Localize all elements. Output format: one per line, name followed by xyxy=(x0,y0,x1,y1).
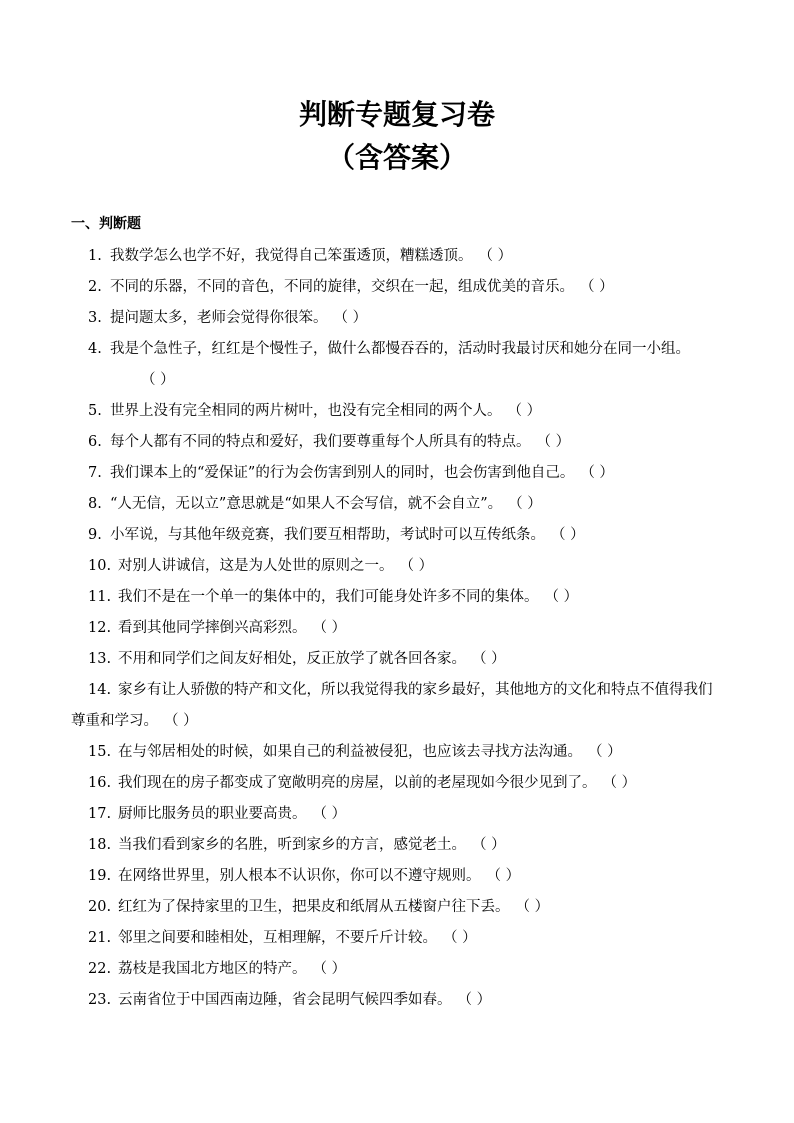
answer-blank: （ ） xyxy=(536,434,571,450)
answer-blank: （ ） xyxy=(457,992,492,1008)
answer-blank: （ ） xyxy=(580,279,614,295)
question-item xyxy=(71,799,723,830)
question-item xyxy=(71,613,723,644)
question-item xyxy=(71,768,723,799)
question-number: 2. xyxy=(88,279,102,295)
answer-blank: （ ） xyxy=(486,868,521,884)
question-text: 邻里之间要和睦相处，互相理解，不要斤斤计较。 xyxy=(118,930,437,946)
question-item xyxy=(71,923,723,954)
question-item xyxy=(71,861,723,892)
question-text: 厨师比服务员的职业要高贵。 xyxy=(118,806,307,822)
question-text: 家乡有让人骄傲的特产和文化，所以我觉得我的家乡最好，其他地方的文化和特点不值得我们尊重和学习。 xyxy=(71,682,713,729)
question-number: 1. xyxy=(88,248,102,264)
document-title: 判断专题复习卷 xyxy=(298,98,495,131)
question-item xyxy=(71,427,723,458)
question-number: 11. xyxy=(88,589,112,605)
question-item xyxy=(71,241,723,272)
document-subtitle: （含答案） xyxy=(326,141,467,174)
question-text: 在网络世界里，别人根本不认识你，你可以不遵守规则。 xyxy=(118,868,481,884)
question-number: 8. xyxy=(88,496,102,512)
question-number: 12. xyxy=(88,620,112,636)
question-text: 每个人都有不同的特点和爱好，我们要尊重每个人所具有的特点。 xyxy=(110,434,531,450)
question-text: 不用和同学们之间友好相处，反正放学了就各回各家。 xyxy=(118,651,466,667)
question-text: 我们现在的房子都变成了宽敞明亮的房屋，以前的老屋现如今很少见到了。 xyxy=(118,775,597,791)
question-item xyxy=(71,520,723,551)
section-heading: 一、判断题 xyxy=(71,216,141,232)
question-text: 小军说，与其他年级竞赛，我们要互相帮助，考试时可以互传纸条。 xyxy=(110,527,545,543)
answer-blank: （ ） xyxy=(443,930,477,946)
question-number: 16. xyxy=(88,775,112,791)
answer-blank: （ ） xyxy=(141,372,175,388)
question-item xyxy=(71,582,723,613)
answer-blank: （ ） xyxy=(508,496,542,512)
question-text: 我们不是在一个单一的集体中的，我们可能身处许多不同的集体。 xyxy=(118,589,539,605)
question-number: 6. xyxy=(88,434,102,450)
question-number: 23. xyxy=(88,992,112,1008)
answer-blank: （ ） xyxy=(333,310,368,326)
answer-blank: （ ） xyxy=(602,775,637,791)
question-number: 22. xyxy=(88,961,112,977)
answer-blank: （ ） xyxy=(164,713,198,729)
answer-blank: （ ） xyxy=(312,806,347,822)
question-number: 20. xyxy=(88,899,112,915)
question-text: 在与邻居相处的时候，如果自己的利益被侵犯，也应该去寻找方法沟通。 xyxy=(118,744,582,760)
answer-blank: （ ） xyxy=(588,744,622,760)
question-item xyxy=(71,644,723,675)
question-number: 3. xyxy=(88,310,102,326)
question-number: 15. xyxy=(88,744,112,760)
question-number: 9. xyxy=(88,527,102,543)
question-text: “人无信，无以立”意思就是“如果人不会写信，就不会自立”。 xyxy=(110,496,503,512)
question-item xyxy=(71,830,723,861)
answer-blank: （ ） xyxy=(544,589,579,605)
question-item xyxy=(71,303,723,334)
question-item xyxy=(71,954,723,985)
question-text: 看到其他同学摔倒兴高彩烈。 xyxy=(118,620,307,636)
answer-blank: （ ） xyxy=(472,837,506,853)
answer-blank: （ ） xyxy=(478,248,513,264)
question-text: 世界上没有完全相同的两片树叶，也没有完全相同的两个人。 xyxy=(110,403,502,419)
question-item xyxy=(71,458,723,489)
question-number: 14. xyxy=(88,682,112,698)
answer-blank: （ ） xyxy=(312,620,347,636)
question-item xyxy=(71,675,723,737)
answer-blank: （ ） xyxy=(399,558,434,574)
question-text: 云南省位于中国西南边陲，省会昆明气候四季如春。 xyxy=(118,992,452,1008)
question-number: 18. xyxy=(88,837,112,853)
question-text: 红红为了保持家里的卫生，把果皮和纸屑从五楼窗户往下丢。 xyxy=(118,899,510,915)
question-number: 21. xyxy=(88,930,112,946)
question-item xyxy=(71,489,723,520)
question-number: 5. xyxy=(88,403,102,419)
question-item xyxy=(71,272,723,303)
question-item xyxy=(71,737,723,768)
answer-blank: （ ） xyxy=(551,527,585,543)
question-text: 对别人讲诚信，这是为人处世的原则之一。 xyxy=(118,558,394,574)
question-item xyxy=(71,985,723,1016)
question-text: 我们课本上的“爱保证”的行为会伤害到别人的同时，也会伤害到他自己。 xyxy=(110,465,575,481)
question-text: 荔枝是我国北方地区的特产。 xyxy=(118,961,307,977)
question-number: 4. xyxy=(88,341,102,357)
question-number: 19. xyxy=(88,868,112,884)
question-text: 当我们看到家乡的名胜，听到家乡的方言，感觉老土。 xyxy=(118,837,466,853)
question-list xyxy=(71,241,723,1016)
answer-blank: （ ） xyxy=(515,899,550,915)
question-text: 不同的乐器，不同的音色，不同的旋律，交织在一起，组成优美的音乐。 xyxy=(110,279,574,295)
question-item xyxy=(71,551,723,582)
question-number: 13. xyxy=(88,651,112,667)
question-text: 提问题太多，老师会觉得你很笨。 xyxy=(110,310,328,326)
question-text: 我数学怎么也学不好，我觉得自己笨蛋透顶，糟糕透顶。 xyxy=(110,248,473,264)
question-item xyxy=(71,892,723,923)
question-number: 7. xyxy=(88,465,102,481)
question-text: 我是个急性子，红红是个慢性子，做什么都慢吞吞的，活动时我最讨厌和她分在同一小组。 xyxy=(110,341,690,357)
answer-blank: （ ） xyxy=(507,403,542,419)
question-number: 10. xyxy=(88,558,112,574)
question-item xyxy=(71,334,723,396)
answer-blank: （ ） xyxy=(580,465,614,481)
answer-blank: （ ） xyxy=(472,651,506,667)
question-item xyxy=(71,396,723,427)
answer-blank: （ ） xyxy=(312,961,347,977)
question-number: 17. xyxy=(88,806,112,822)
